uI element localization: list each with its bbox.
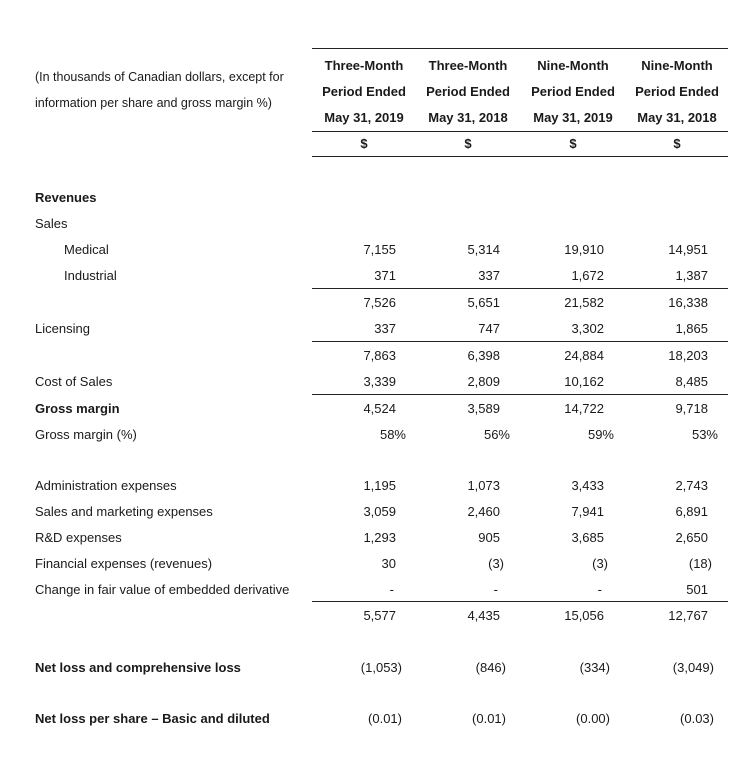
cell: 58% [379,427,406,442]
rule-sales-subtotal [312,288,728,289]
rule-gross-margin [312,394,728,395]
cell: (846) [475,660,506,675]
cell: 2,650 [675,530,708,545]
col4-line1: Nine-Month [641,58,713,73]
cell: 10,162 [564,374,604,389]
row-label-licensing: Licensing [35,321,90,336]
header-mid-rule [312,131,728,132]
row-label-gross-margin: Gross margin [35,401,120,416]
cell: 3,433 [571,478,604,493]
cell: 18,203 [668,348,708,363]
row-label-net-loss: Net loss and comprehensive loss [35,660,241,675]
row-label-cost-of-sales: Cost of Sales [35,374,113,389]
header-bottom-rule [312,156,728,157]
col1-line2: Period Ended [322,84,406,99]
cell: (1,053) [360,660,402,675]
col2-line2: Period Ended [426,84,510,99]
col3-line1: Nine-Month [537,58,609,73]
cell: 337 [478,268,500,283]
col2-currency: $ [464,136,472,151]
cell: (0.00) [576,711,610,726]
cell: 1,387 [675,268,708,283]
cell: (334) [579,660,610,675]
cell: 1,865 [675,321,708,336]
cell: - [493,582,498,597]
cell: 7,155 [363,242,396,257]
units-note-line2: information per share and gross margin %) [35,96,272,110]
row-label-revenues: Revenues [35,190,97,205]
col4-line3: May 31, 2018 [637,110,717,125]
cell: 53% [691,427,718,442]
cell: 19,910 [564,242,604,257]
col4-line2: Period Ended [635,84,719,99]
cell: (3,049) [672,660,714,675]
col3-line3: May 31, 2019 [533,110,613,125]
row-label-industrial: Industrial [64,268,117,283]
cell: 5,577 [363,608,396,623]
cell: (0.01) [472,711,506,726]
cell: 6,398 [467,348,500,363]
row-label-sales: Sales [35,216,68,231]
cell: 4,524 [363,401,396,416]
row-label-medical: Medical [64,242,109,257]
row-label-net-loss-per-share: Net loss per share – Basic and diluted [35,711,270,726]
cell: (18) [688,556,712,571]
cell: 1,073 [467,478,500,493]
cell: (3) [488,556,504,571]
cell: 24,884 [564,348,604,363]
cell: 4,435 [467,608,500,623]
cell: 12,767 [668,608,708,623]
col4-currency: $ [673,136,681,151]
cell: 7,863 [363,348,396,363]
row-label-gross-margin-pct: Gross margin (%) [35,427,137,442]
cell: 30 [381,556,396,571]
cell: 14,951 [668,242,708,257]
cell: 3,589 [467,401,500,416]
row-label-sales-marketing: Sales and marketing expenses [35,504,213,519]
cell: 3,059 [363,504,396,519]
units-note [35,64,284,116]
col3-line2: Period Ended [531,84,615,99]
cell: 7,941 [571,504,604,519]
cell: 59% [587,427,614,442]
col2-line1: Three-Month [428,58,508,73]
cell: 2,743 [675,478,708,493]
cell: - [389,582,394,597]
cell: 1,293 [363,530,396,545]
cell: 8,485 [675,374,708,389]
col1-line3: May 31, 2019 [324,110,404,125]
cell: 9,718 [675,401,708,416]
cell: 337 [374,321,396,336]
header-top-rule [312,48,728,49]
row-label-rnd: R&D expenses [35,530,122,545]
row-label-admin: Administration expenses [35,478,177,493]
cell: (0.03) [680,711,714,726]
cell: 3,339 [363,374,396,389]
cell: 3,685 [571,530,604,545]
units-note-line1: (In thousands of Canadian dollars, except for [35,70,284,84]
cell: 15,056 [564,608,604,623]
cell: 501 [686,582,708,597]
cell: 5,651 [467,295,500,310]
cell: 14,722 [564,401,604,416]
col3-currency: $ [569,136,577,151]
rule-revenue-total [312,341,728,342]
cell: 3,302 [571,321,604,336]
rule-expenses-total [312,601,728,602]
cell: 747 [478,321,500,336]
cell: 16,338 [668,295,708,310]
cell: 21,582 [564,295,604,310]
row-label-fair-value: Change in fair value of embedded derivative [35,582,290,597]
cell: 2,809 [467,374,500,389]
cell: 5,314 [467,242,500,257]
cell: 1,672 [571,268,604,283]
col1-currency: $ [360,136,368,151]
row-label-financial: Financial expenses (revenues) [35,556,213,571]
cell: 7,526 [363,295,396,310]
cell: 6,891 [675,504,708,519]
cell: 371 [374,268,396,283]
cell: 2,460 [467,504,500,519]
cell: 905 [478,530,500,545]
cell: 56% [483,427,510,442]
col1-line1: Three-Month [324,58,404,73]
col2-line3: May 31, 2018 [428,110,508,125]
cell: (0.01) [368,711,402,726]
cell: - [597,582,602,597]
cell: (3) [592,556,608,571]
cell: 1,195 [363,478,396,493]
